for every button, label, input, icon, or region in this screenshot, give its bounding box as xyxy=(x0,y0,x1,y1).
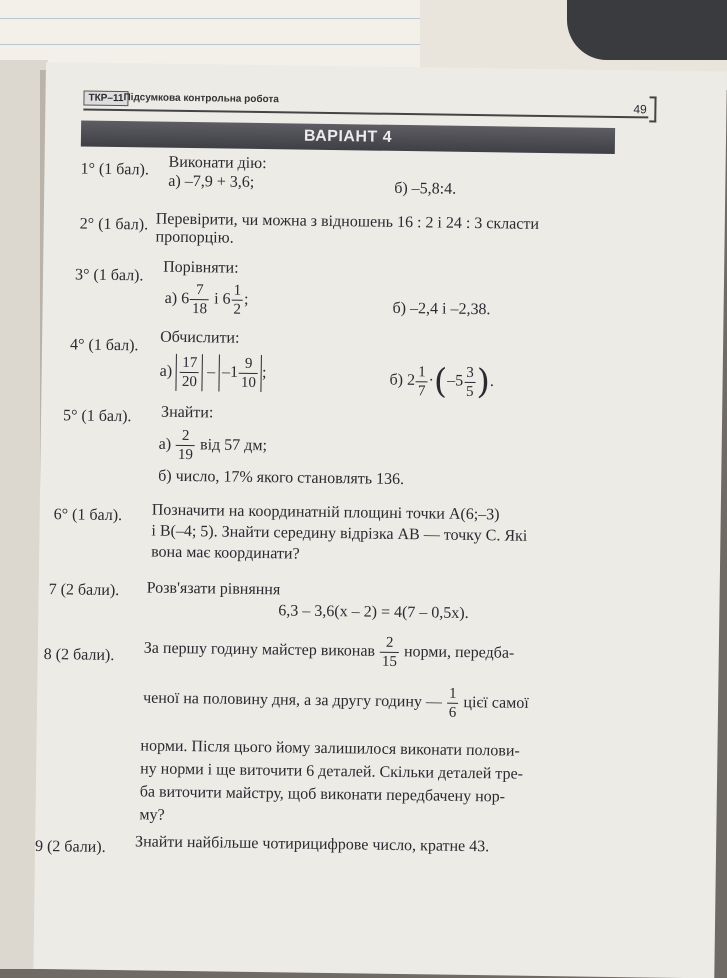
numerator: 3 xyxy=(464,363,476,382)
task-5-a-prefix: а) xyxy=(158,435,172,453)
page-bracket xyxy=(649,96,656,122)
denominator: 6 xyxy=(448,704,457,721)
denominator: 5 xyxy=(465,383,474,400)
task-9-text: Знайти найбільше чотирицифрове число, кратне 43. xyxy=(135,833,490,856)
fraction xyxy=(380,634,400,671)
task-5-a-suffix: від 57 дм; xyxy=(199,436,268,455)
task-7-label: 7 (2 бали). xyxy=(48,581,120,600)
task-3-b: б) –2,4 і –2,38. xyxy=(392,299,491,319)
numerator: 1 xyxy=(447,685,459,704)
task-4-a-whole: –1 xyxy=(222,363,239,381)
page-number: 49 xyxy=(633,102,647,117)
fraction xyxy=(176,427,196,464)
denominator: 19 xyxy=(177,446,194,464)
notebook-rule xyxy=(0,44,420,45)
task-8-line1-post: норми, передба- xyxy=(403,643,515,662)
task-1-label: 1° (1 бал). xyxy=(80,160,150,179)
task-2-line2: пропорцію. xyxy=(155,228,234,247)
fraction xyxy=(231,282,243,319)
task-4-a-end: ; xyxy=(262,364,267,382)
task-4-text: Обчислити: xyxy=(160,328,240,347)
task-2-label: 2° (1 бал). xyxy=(79,215,149,234)
fraction xyxy=(180,354,200,391)
task-8-label: 8 (2 бали). xyxy=(43,646,115,665)
task-3-label: 3° (1 бал). xyxy=(74,266,144,285)
task-8-line5: ба виточити майстру, щоб виконати передбачену нор- xyxy=(139,783,506,806)
task-8-line2 xyxy=(143,680,529,722)
task-1-b: б) –5,8:4. xyxy=(394,179,457,198)
denominator: 2 xyxy=(233,301,242,318)
task-5-a xyxy=(158,427,267,466)
task-8-line4: ну норми і ще виточити 6 деталей. Скільки деталей тре- xyxy=(140,760,524,783)
task-5-b: б) число, 17% якого становлять 136. xyxy=(158,467,405,489)
task-2-line1: Перевірити, чи можна з відношень 16 : 2 і 24 : 3 скласти xyxy=(155,210,540,233)
task-5-text: Знайти: xyxy=(161,403,214,422)
dark-object xyxy=(567,0,727,60)
task-4-label: 4° (1 бал). xyxy=(69,336,139,355)
task-4-b-whole: –5 xyxy=(447,372,464,390)
task-8-line2-post: цієї самої xyxy=(463,694,529,712)
absolute-value xyxy=(176,354,204,391)
task-3-text: Порівняти: xyxy=(163,258,239,277)
task-4-b-prefix: б) 2 xyxy=(389,371,416,389)
task-7-equation: 6,3 – 3,6(x – 2) = 4(7 – 0,5x). xyxy=(278,602,469,622)
fraction xyxy=(239,355,259,392)
fraction xyxy=(464,363,476,400)
task-4-a xyxy=(159,354,266,392)
notebook-rule xyxy=(0,18,420,19)
task-1-text: Виконати дію: xyxy=(168,153,267,173)
book-page xyxy=(33,62,727,978)
right-paren: ) xyxy=(476,362,491,403)
task-3-a-prefix: а) 6 xyxy=(164,289,190,308)
task-9-label: 9 (2 бали). xyxy=(34,837,106,856)
numerator: 9 xyxy=(239,355,258,374)
absolute-value xyxy=(219,354,263,392)
task-3-a-end: ; xyxy=(243,290,249,309)
numerator: 17 xyxy=(180,354,199,373)
task-4-b-dot: · xyxy=(428,372,435,390)
task-3-a xyxy=(164,281,248,319)
task-8-line1-pre: За першу годину майстер виконав xyxy=(143,639,376,660)
task-4-a-prefix: а) xyxy=(159,362,173,380)
task-8-line1 xyxy=(144,630,515,672)
task-1-a: а) –7,9 + 3,6; xyxy=(168,172,255,191)
denominator: 18 xyxy=(191,301,208,318)
task-4-a-mid: – xyxy=(207,363,216,381)
denominator: 15 xyxy=(381,653,398,670)
denominator: 20 xyxy=(181,373,198,391)
denominator: 10 xyxy=(240,374,257,391)
task-8-line6: му? xyxy=(139,806,165,824)
task-6-line2: і B(–4; 5). Знайти середину відрізка AB — точку C. Які xyxy=(151,522,528,545)
header-title: Підсумкова контрольна робота xyxy=(123,92,279,106)
page-header xyxy=(83,89,653,119)
numerator: 2 xyxy=(176,427,195,446)
task-3-a-mid: і 6 xyxy=(214,290,231,308)
task-7-text: Розв'язати рівняння xyxy=(146,579,281,599)
variant-title: ВАРІАНТ 4 xyxy=(81,120,615,153)
task-6-line1: Позначити на координатній площині точки A(6;–3) xyxy=(151,501,500,524)
task-6-line3: вона має координати? xyxy=(151,543,300,563)
fraction xyxy=(447,685,459,722)
numerator: 1 xyxy=(232,282,244,301)
header-rule xyxy=(83,109,648,119)
left-paren: ( xyxy=(433,361,448,402)
header-badge: ТКР–11 xyxy=(83,91,128,107)
numerator: 7 xyxy=(190,281,209,300)
numerator: 2 xyxy=(380,634,399,653)
task-4-b-end: . xyxy=(489,372,495,390)
fraction xyxy=(416,363,428,400)
fraction xyxy=(190,281,210,318)
task-8-line2-pre: ченої на половину дня, а за другу годину — xyxy=(143,689,443,711)
task-5-label: 5° (1 бал). xyxy=(62,407,132,426)
task-8-line3: норми. Після цього йому залишилося виконати полови- xyxy=(140,737,520,760)
denominator: 7 xyxy=(417,382,426,399)
numerator: 1 xyxy=(416,363,428,382)
task-6-label: 6° (1 бал). xyxy=(53,506,123,525)
task-4-b xyxy=(389,361,494,402)
